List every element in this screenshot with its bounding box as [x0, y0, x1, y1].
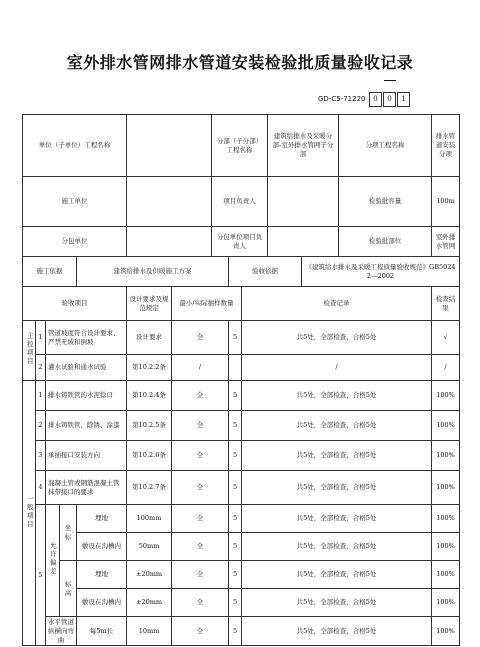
header-row-2: [23, 177, 460, 227]
page-title: 室外排水管网排水管道安装检验批质量验收记录: [66, 53, 414, 72]
table-row: 敷设在沟槽内 50mm 全 5 共5处，全部检查，合格5处 100%: [23, 533, 460, 561]
code-box-2: 0: [383, 92, 396, 107]
builder-label: 施工单位: [23, 177, 127, 227]
main-section-label: 主控项目: [23, 321, 36, 381]
col-result: 检查结果: [432, 287, 460, 321]
table-row: 一般项目 1 排水铸铁管的水泥捻口 第10.2.4条 全 5 共5处，全部检查，合格5处 100%: [23, 381, 460, 411]
table-row: 敷设在沟槽内 ±20mm 全 5 共5处，全部检查，合格5处 100%: [23, 589, 460, 617]
table-row: 2 灌水试验和通水试验 第10.2.2条 / / /: [23, 355, 460, 381]
deviation-label: 允许偏差: [46, 505, 60, 617]
table-row: 主控项目 1 管道坡度符合设计要求、严禁无坡和倒坡 设计要求 全 5 共5处，全部检查，合格5处 √: [23, 321, 460, 355]
column-header-row: [23, 287, 460, 321]
code-box-3: 1: [397, 92, 410, 107]
coord-label: 坐标: [60, 505, 77, 561]
general-section-label: 一般项目: [23, 381, 36, 646]
sub-pm-label: 分包单位项目负责人: [212, 227, 268, 257]
capacity-label: 检验批容量: [339, 177, 432, 227]
slope-label: 水平管道纵横向弯曲: [46, 617, 77, 646]
capacity-value: 100m: [432, 177, 460, 227]
subcontractor-value: [127, 227, 212, 257]
part-value: 室外排水管网: [432, 227, 460, 257]
table-row: 3 承插接口安装方向 第10.2.6条 全 5 共5处，全部检查，合格5处 100%: [23, 441, 460, 471]
unit-value: [127, 115, 212, 177]
col-sample: 最小/实际抽样数量: [172, 287, 242, 321]
col-item: 验收项目: [23, 287, 127, 321]
sub-pm-value: [268, 227, 339, 257]
table-row: 5 允许偏差 坐标 埋地 100mm 全 5 共5处，全部检查，合格5处 100%: [23, 505, 460, 533]
form-code: GD-C5-71220: [318, 95, 366, 103]
subsection-label: 分部（子分部）工程名称: [212, 115, 268, 177]
header-row-3: [23, 227, 460, 257]
part-label: 检验批部位: [339, 227, 432, 257]
item-label: 分项工程名称: [339, 115, 432, 177]
accept-value: 《建筑给水排水及采暖工程质量验收规范》GB50242—2002: [302, 257, 460, 287]
subsection-value: 建筑给排水及采暖分部-室外排水管网子分部: [268, 115, 339, 177]
title-underline: [384, 80, 396, 81]
col-req: 设计要求及规范规定: [127, 287, 172, 321]
table-row: 4 混凝土管或钢筋混凝土管抹带接口的要求 第10.2.7条 全 5 共5处，全部检查，合格5处 100%: [23, 471, 460, 505]
basis-label: 施工依据: [23, 257, 77, 287]
basis-value: 建筑给排水及供暖施工方案: [77, 257, 229, 287]
table-row: 水平管道纵横向弯曲 每5m长 10mm 全 5 共5处，全部检查，合格5处 100%: [23, 617, 460, 646]
header-row-1: [23, 115, 460, 177]
elev-label: 标高: [60, 561, 77, 617]
pm-value: [268, 177, 339, 227]
table-row: 2 排水铸铁管，除锈、涂漆 第10.2.5条 全 5 共5处，全部检查，合格5处 100%: [23, 411, 460, 441]
pm-label: 项目负责人: [212, 177, 268, 227]
subcontractor-label: 分包单位: [23, 227, 127, 257]
unit-label: 单位（子单位）工程名称: [23, 115, 127, 177]
col-record: 检查记录: [242, 287, 432, 321]
table-row: 标高 埋地 ±20mm 全 5 共5处，全部检查，合格5处 100%: [23, 561, 460, 589]
item-value: 排水管道安装分项: [432, 115, 460, 177]
builder-value: [127, 177, 212, 227]
inspection-table: [22, 114, 460, 646]
header-row-4: [23, 257, 460, 287]
code-box-1: 0: [369, 92, 382, 107]
accept-label: 验收依据: [229, 257, 302, 287]
